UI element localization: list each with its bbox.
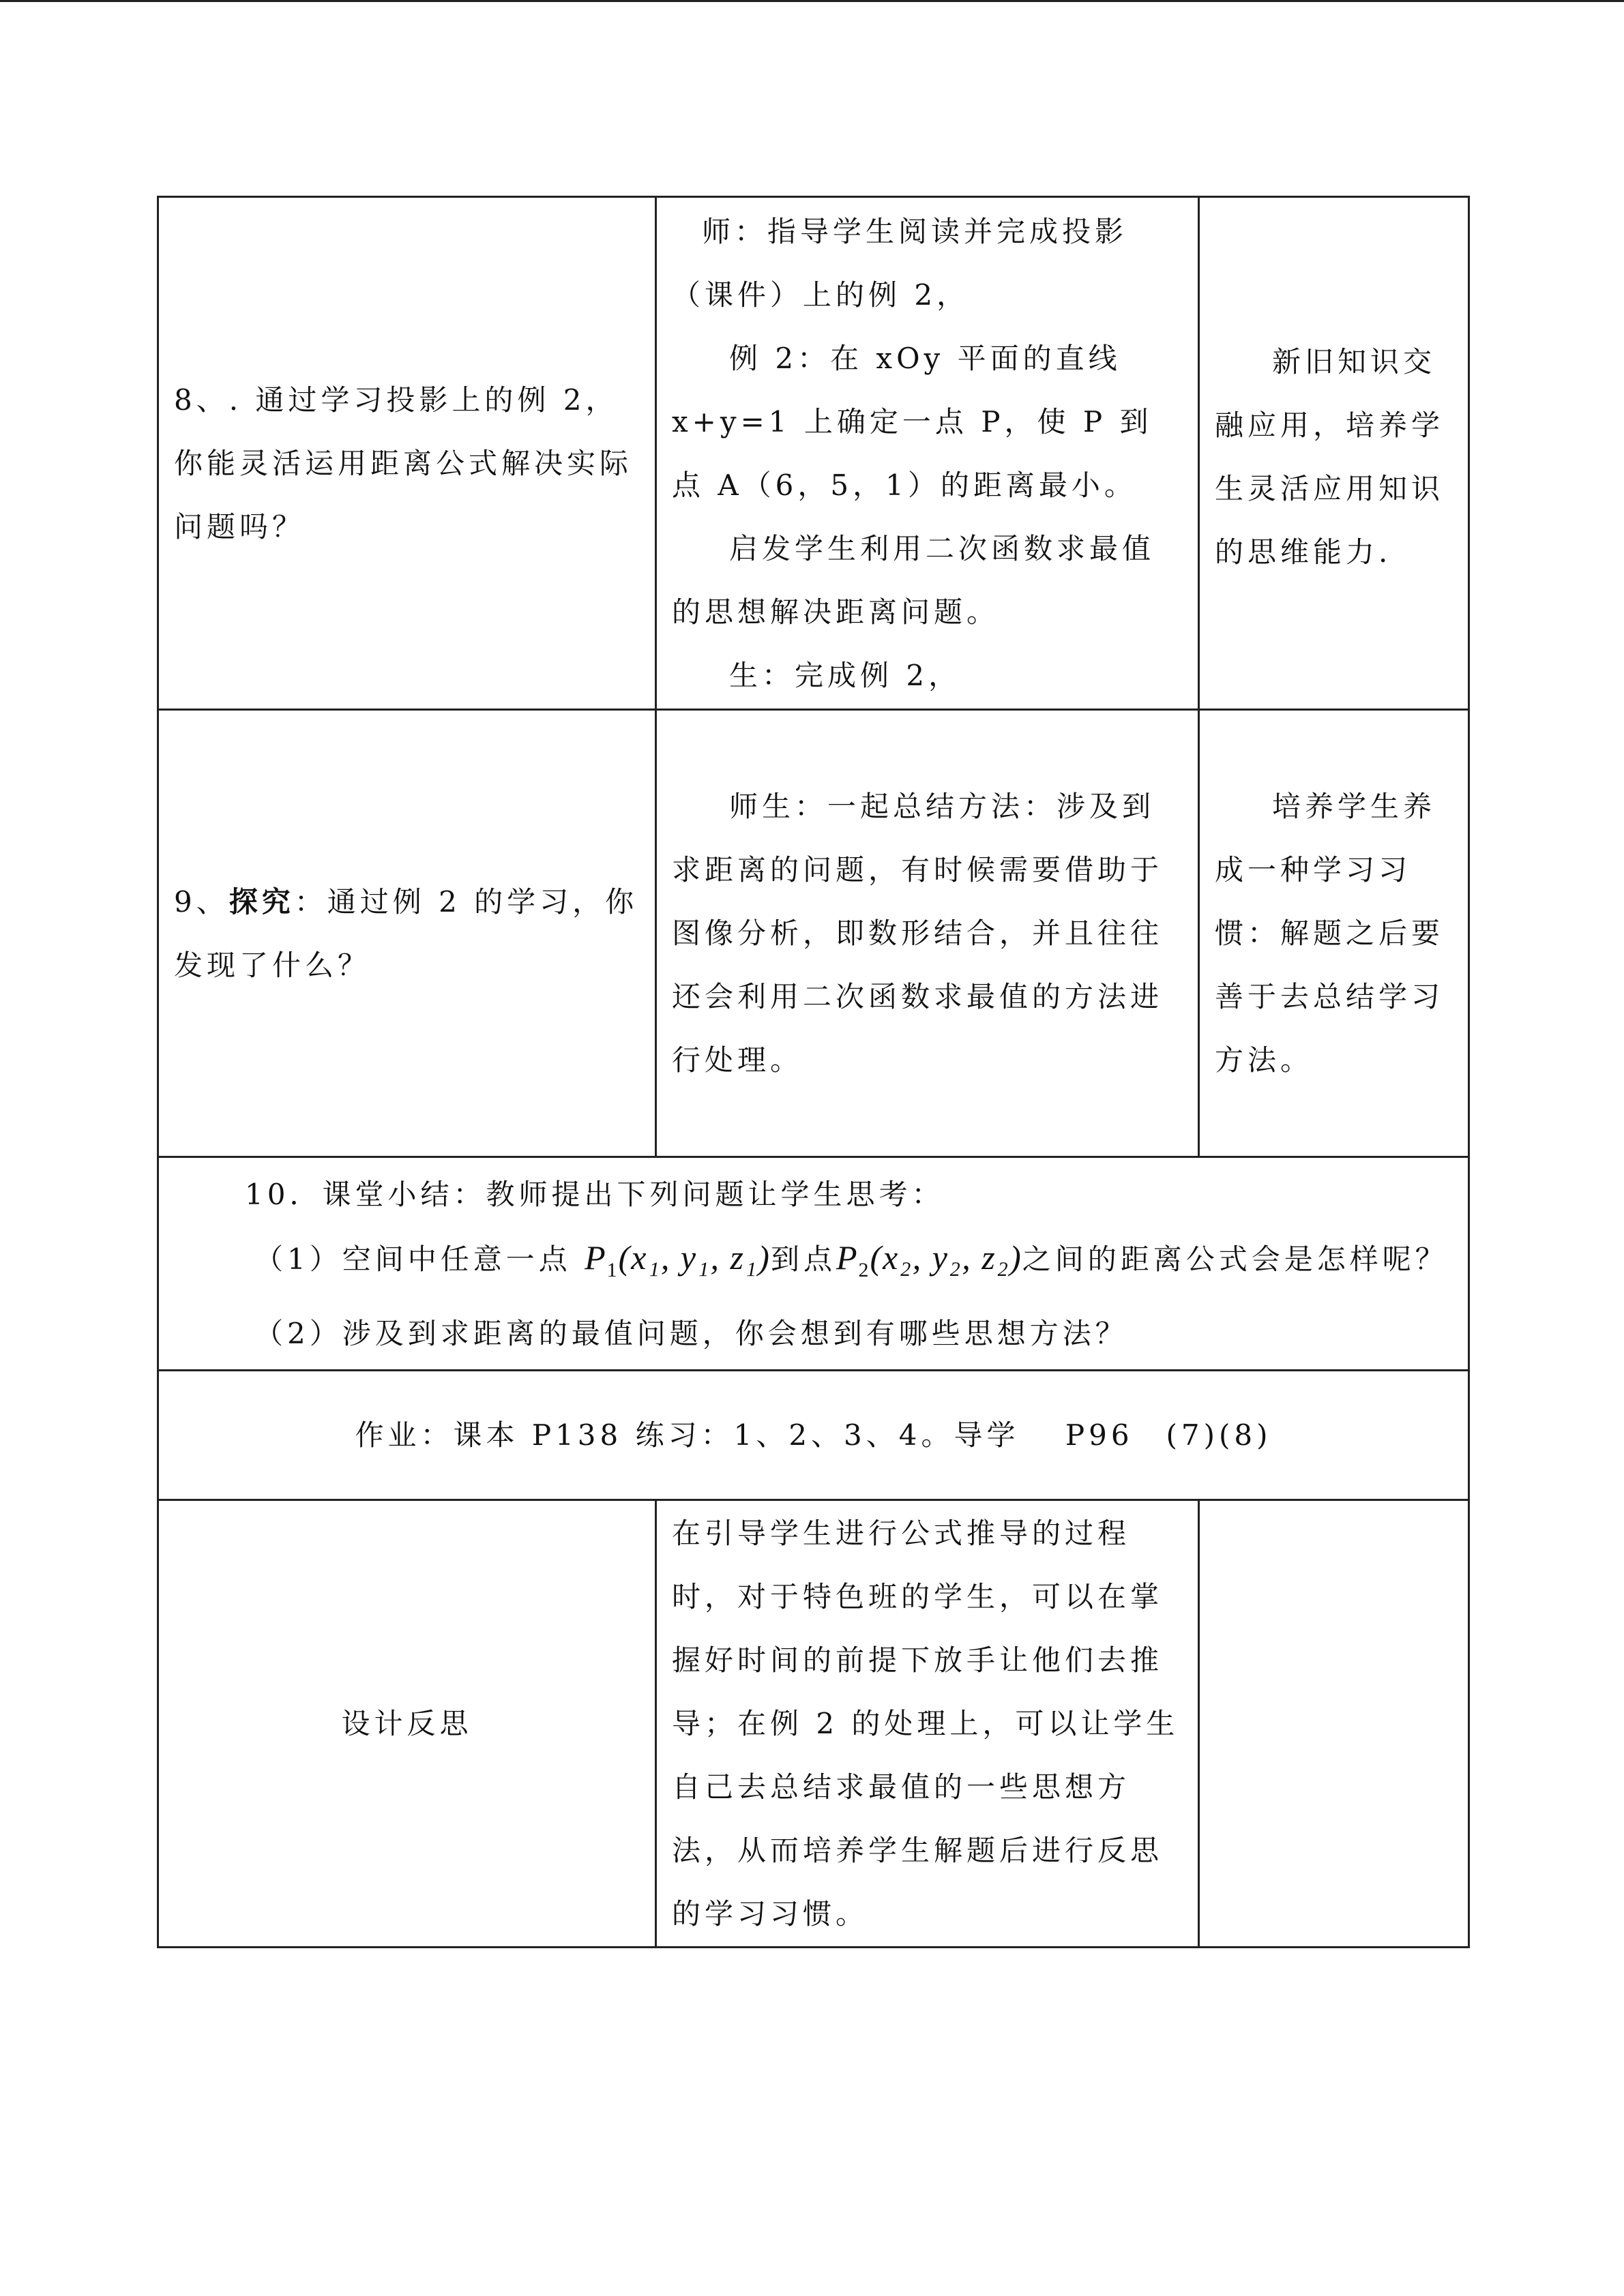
table-row (158, 710, 1469, 1157)
summary-question-2: （2）涉及到求距离的最值问题，你会想到有哪些思想方法？ (254, 1316, 1128, 1350)
reflection-text: 在引导学生进行公式推导的过程时，对于特色班的学生，可以在掌握好时间的前提下放手让他们去推导；在例 2 的处理上，可以让学生自己去总结求最值的一些思想方法，从而培养学生解题后进行反思的学习习惯。 (656, 1500, 1199, 1948)
activity-line: 例 2：在 xOy 平面的直线 x+y=1 上确定一点 P，使 P 到点 A（6，5，1）的距离最小。 (672, 341, 1153, 502)
row9-question (158, 710, 656, 1157)
row9-question-text: ：通过例 2 的学习，你发现了什么？ (174, 884, 638, 982)
row8-question: 8、. 通过学习投影上的例 2，你能灵活运用距离公式解决实际问题吗？ (158, 197, 656, 710)
summary-q1-prefix: （1）空间中任意一点 (254, 1242, 572, 1276)
table-row (158, 1157, 1469, 1371)
homework: 作业：课本 P138 练习：1、2、3、4。导学 P96 (7)(8) (158, 1371, 1469, 1500)
row9-purpose: 培养学生养成一种学习习惯：解题之后要善于去总结学习方法。 (1199, 710, 1469, 1157)
page-top-border (0, 0, 1624, 2)
reflection-note (1199, 1500, 1469, 1948)
class-summary (158, 1157, 1469, 1371)
row8-activity (656, 197, 1199, 710)
formula-point-p2: $P_2(x_2$, y₂, z₂) (836, 1238, 1022, 1281)
table-row (158, 1371, 1469, 1500)
activity-line: 师：指导学生阅读并完成投影（课件）上的例 2， (672, 214, 1128, 312)
lesson-plan-table (157, 196, 1470, 1948)
activity-line: 启发学生利用二次函数求最值的思想解决距离问题。 (672, 531, 1155, 629)
table-row (158, 197, 1469, 710)
row9-question-number: 9、 (174, 884, 229, 919)
row9-activity: 师生：一起总结方法：涉及到求距离的问题，有时候需要借助于图像分析，即数形结合，并且往往还会利用二次函数求最值的方法进行处理。 (656, 710, 1199, 1157)
reflection-label: 设计反思 (158, 1500, 656, 1948)
summary-q1-mid: 到点 (770, 1242, 836, 1276)
formula-point-p1: $P_1(x_1$, y₁, z₁) (585, 1238, 771, 1281)
summary-intro: 10．课堂小结：教师提出下列问题让学生思考： (245, 1177, 945, 1211)
row9-question-keyword: 探究 (228, 884, 295, 919)
table-row (158, 1500, 1469, 1948)
summary-q1-suffix: 之间的距离公式会是怎样呢？ (1022, 1242, 1448, 1276)
activity-line: 生：完成例 2， (729, 658, 962, 692)
summary-question-1 (174, 1226, 1453, 1302)
row8-purpose: 新旧知识交融应用，培养学生灵活应用知识的思维能力. (1199, 197, 1469, 710)
